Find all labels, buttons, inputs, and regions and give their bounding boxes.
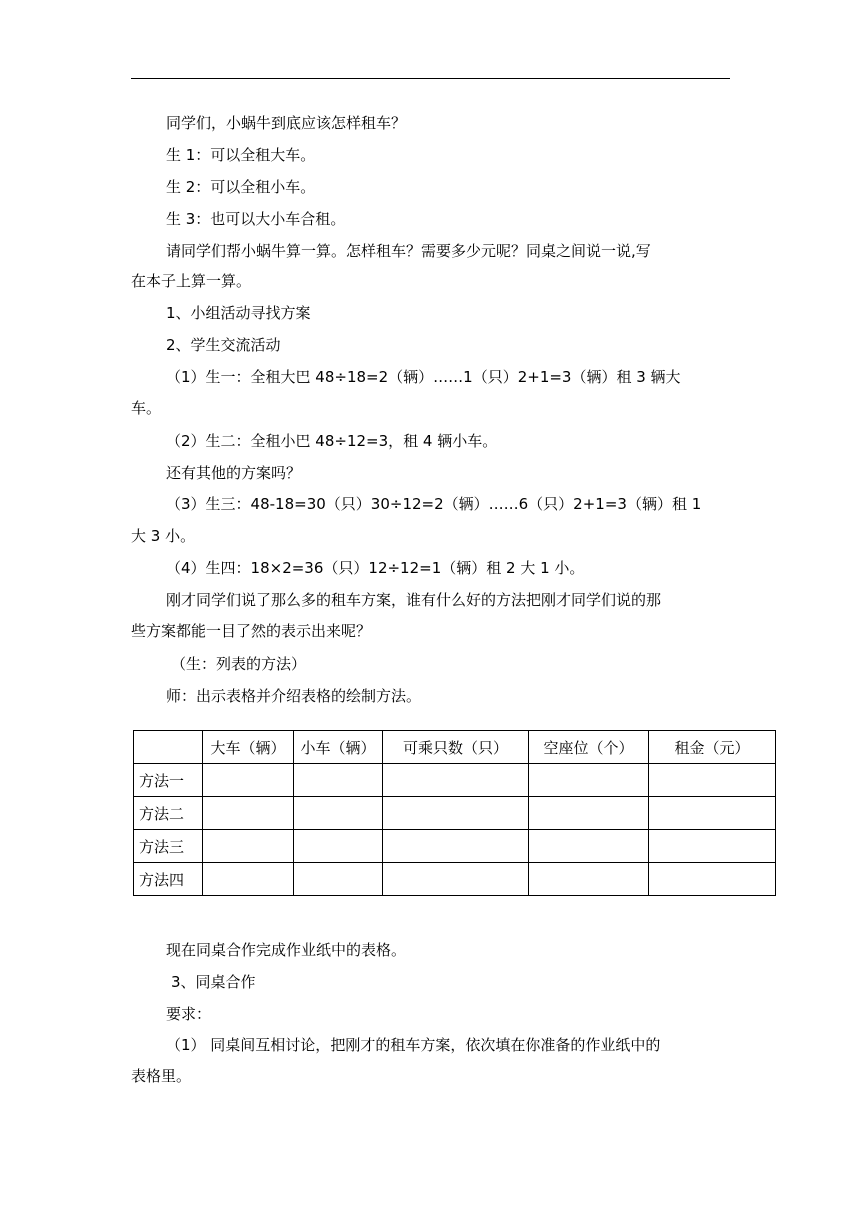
table-cell: [649, 863, 776, 896]
table-cell: [649, 830, 776, 863]
table-cell: [203, 830, 294, 863]
paragraph: 师：出示表格并介绍表格的绘制方法。: [166, 687, 422, 705]
table-header: 可乘只数（只）: [383, 731, 529, 764]
paragraph: 请同学们帮小蜗牛算一算。怎样租车？需要多少元呢？同桌之间说一说,写: [166, 242, 651, 260]
paragraph: 同学们，小蜗牛到底应该怎样租车？: [166, 114, 407, 132]
paragraph: （4）生四：18×2=36（只）12÷12=1（辆）租 2 大 1 小。: [166, 559, 585, 577]
table-cell: [529, 797, 649, 830]
paragraph: 车。: [131, 399, 162, 417]
table-header-row: [134, 731, 776, 764]
table-cell: [294, 830, 383, 863]
table-row: [134, 764, 776, 797]
table-cell: [383, 830, 529, 863]
paragraph: 现在同桌合作完成作业纸中的表格。: [166, 941, 407, 959]
table-cell: [294, 863, 383, 896]
table-cell: [383, 863, 529, 896]
paragraph: 在本子上算一算。: [131, 272, 252, 290]
table-cell: [529, 863, 649, 896]
table-cell: [529, 830, 649, 863]
table-row: [134, 830, 776, 863]
paragraph: 生 3：也可以大小车合租。: [166, 210, 346, 228]
paragraph: 刚才同学们说了那么多的租车方案，谁有什么好的方法把刚才同学们说的那: [166, 591, 662, 609]
header-rule: [131, 78, 730, 79]
table-cell: [649, 764, 776, 797]
paragraph: （1） 同桌间互相讨论，把刚才的租车方案，依次填在你准备的作业纸中的: [166, 1036, 661, 1054]
table-row: [134, 863, 776, 896]
table-cell: [649, 797, 776, 830]
rental-plan-table: [133, 730, 776, 896]
row-label: 方法四: [134, 863, 203, 896]
paragraph: 些方案都能一目了然的表示出来呢？: [131, 622, 372, 640]
paragraph: 大 3 小。: [131, 527, 196, 545]
paragraph: 生 2：可以全租小车。: [166, 178, 316, 196]
table-cell: [383, 797, 529, 830]
table-header: 空座位（个）: [529, 731, 649, 764]
row-label: 方法三: [134, 830, 203, 863]
row-label: 方法一: [134, 764, 203, 797]
paragraph: （生：列表的方法）: [171, 655, 307, 673]
paragraph: （1）生一：全租大巴 48÷18=2（辆）……1（只）2+1=3（辆）租 3 辆大: [166, 368, 681, 386]
paragraph: 还有其他的方案吗？: [166, 464, 302, 482]
table-cell: [203, 764, 294, 797]
paragraph: 生 1：可以全租大车。: [166, 146, 316, 164]
paragraph: （3）生三：48-18=30（只）30÷12=2（辆）……6（只）2+1=3（辆）租 1: [166, 495, 702, 513]
row-label: 方法二: [134, 797, 203, 830]
table-cell: [529, 764, 649, 797]
paragraph: 1、小组活动寻找方案: [166, 304, 311, 322]
table-header: 小车（辆）: [294, 731, 383, 764]
paragraph: 要求：: [166, 1005, 212, 1023]
table-row: [134, 797, 776, 830]
table-header: 大车（辆）: [203, 731, 294, 764]
table-cell: [294, 764, 383, 797]
paragraph: 2、学生交流活动: [166, 336, 281, 354]
table-cell: [383, 764, 529, 797]
table-cell: [203, 797, 294, 830]
paragraph: （2）生二：全租小巴 48÷12=3，租 4 辆小车。: [166, 432, 498, 450]
paragraph: 表格里。: [131, 1067, 192, 1085]
table-cell: [203, 863, 294, 896]
table-header: 租金（元）: [649, 731, 776, 764]
table-header: [134, 731, 203, 764]
paragraph: 3、同桌合作: [171, 973, 256, 991]
table-cell: [294, 797, 383, 830]
